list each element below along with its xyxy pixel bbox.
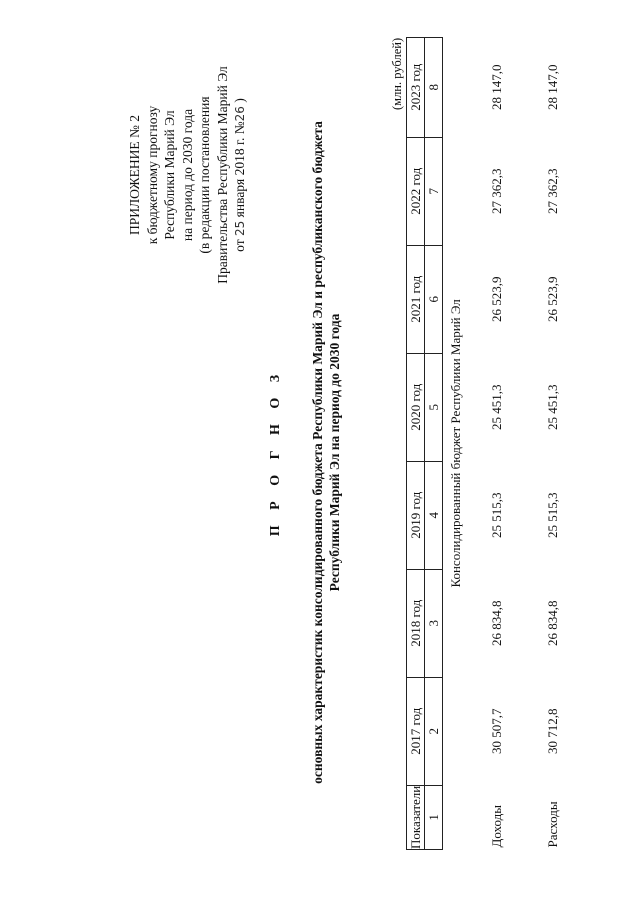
appendix-date-line [231, 60, 250, 290]
header-cell: 2022 год [407, 137, 425, 245]
document-number: 26 [233, 106, 247, 122]
date-day: 25 [233, 220, 247, 236]
table-number-row [425, 37, 443, 849]
table-cell: 28 147,0 [489, 64, 504, 110]
table-cell: 25 451,3 [545, 384, 560, 430]
appendix-line: к бюджетному прогнозу [144, 105, 160, 245]
table-row [469, 37, 525, 849]
table-cell: 26 834,8 [489, 600, 504, 646]
table-cell: 30 507,7 [489, 708, 504, 754]
table-row [525, 37, 581, 849]
appendix-line: на период до 2030 года [179, 108, 195, 242]
table-header-row [407, 37, 425, 849]
row-label: Расходы [545, 801, 560, 848]
table-cell: 25 451,3 [489, 384, 504, 430]
appendix-line: (в редакции постановления [197, 96, 212, 254]
appendix-line: Республики Марий Эл [162, 110, 177, 240]
header-cell: 2020 год [407, 353, 425, 461]
document-subtitle [309, 40, 343, 865]
table-cell: 25 515,3 [489, 492, 504, 538]
column-number: 6 [425, 245, 443, 353]
column-number: 3 [425, 569, 443, 677]
subtitle-line-1: основных характеристик консолидированного бюджета Республики Марий Эл и республиканского бюджета [310, 121, 325, 784]
table-cell: 28 147,0 [545, 64, 560, 110]
appendix-line: Правительства Республики Марий Эл [214, 66, 230, 284]
table-section-row [443, 37, 470, 849]
table-cell: 26 523,9 [489, 276, 504, 322]
subtitle-line-2: Республики Марий Эл на период до 2030 года [327, 313, 342, 592]
date-rest: января 2018 г. № [232, 121, 247, 218]
row-label: Доходы [489, 804, 504, 848]
header-cell: 2018 год [407, 569, 425, 677]
table-cell: 26 523,9 [545, 276, 560, 322]
appendix-block [126, 60, 250, 290]
header-cell: 2023 год [407, 37, 425, 137]
column-number: 8 [425, 37, 443, 137]
forecast-table [406, 37, 581, 850]
header-cell: Показатели [408, 785, 423, 849]
header-cell: 2021 год [407, 245, 425, 353]
appendix-line: ПРИЛОЖЕНИЕ № 2 [127, 114, 142, 236]
date-prefix: от [232, 239, 247, 252]
column-number: 5 [425, 353, 443, 461]
table-cell: 27 362,3 [545, 168, 560, 214]
table-cell: 30 712,8 [545, 708, 560, 754]
table-cell: 27 362,3 [489, 168, 504, 214]
table-cell: 26 834,8 [545, 600, 560, 646]
header-cell: 2019 год [407, 461, 425, 569]
document-title: П Р О Г Н О З [268, 368, 283, 537]
column-number: 1 [425, 785, 443, 849]
column-number: 7 [425, 137, 443, 245]
column-number: 4 [425, 461, 443, 569]
table-cell: 25 515,3 [545, 492, 560, 538]
section-title: Консолидированный бюджет Республики Марий Эл [448, 299, 463, 588]
date-suffix: ) [232, 98, 247, 103]
header-cell: 2017 год [407, 677, 425, 785]
column-number: 2 [425, 677, 443, 785]
units-label: (млн. рублей) [390, 37, 404, 110]
